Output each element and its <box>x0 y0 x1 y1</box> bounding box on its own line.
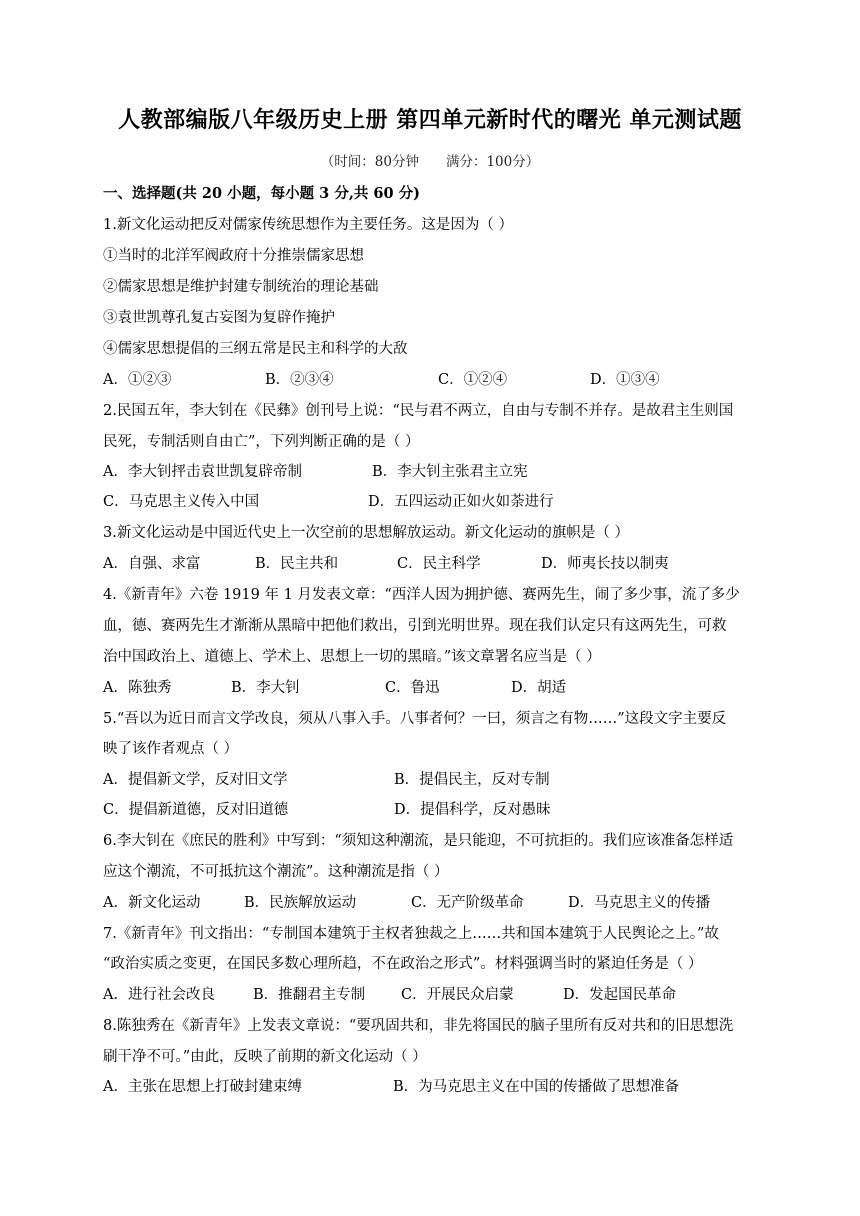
question-6-option-b: B．民族解放运动 <box>244 895 357 911</box>
question-3-option-a: A．自强、求富 <box>103 556 201 572</box>
question-3-stem: 3.新文化运动是中国近代史上一次空前的思想解放运动。新文化运动的旗帜是（ ） <box>103 525 629 541</box>
question-7-option-a: A．进行社会改良 <box>103 987 215 1003</box>
question-5-option-b: B．提倡民主，反对专制 <box>394 772 550 788</box>
question-7-stem-line-1: 7.《新青年》刊文指出：“专制国本建筑于主权者独裁之上……共和国本建筑于人民舆论之上。”故 <box>103 926 719 942</box>
question-1-item-2: ②儒家思想是维护封建专制统治的理论基础 <box>103 279 379 295</box>
question-5-option-d: D．提倡科学，反对愚昧 <box>394 802 551 818</box>
question-4-option-c: C．鲁迅 <box>385 680 440 696</box>
question-1-option-a: A．①②③ <box>103 372 172 388</box>
question-3-option-c: C．民主科学 <box>397 556 481 572</box>
question-4-option-a: A．陈独秀 <box>103 680 172 696</box>
question-1-item-1: ①当时的北洋军阀政府十分推崇儒家思想 <box>103 248 364 264</box>
question-2-option-a: A．李大钊抨击袁世凯复辟帝制 <box>103 464 302 480</box>
question-8-option-b: B．为马克思主义在中国的传播做了思想准备 <box>393 1079 680 1095</box>
question-5-option-c: C．提倡新道德，反对旧道德 <box>103 802 289 818</box>
question-2-stem-line-1: 2.民国五年，李大钊在《民彝》创刊号上说：“民与君不两立，自由与专制不并存。是故君主生则国 <box>103 403 734 419</box>
question-6-option-c: C．无产阶级革命 <box>411 895 524 911</box>
question-5-option-a: A．提倡新文学，反对旧文学 <box>103 772 288 788</box>
question-7-stem-line-2: “政治实质之变更，在国民多数心理所趋，不在政治之形式”。材料强调当时的紧迫任务是（ ） <box>103 956 703 972</box>
section-heading: 一、选择题(共 20 小题，每小题 3 分,共 60 分) <box>103 185 421 202</box>
question-1-option-b: B．②③④ <box>265 372 334 388</box>
question-6-option-a: A．新文化运动 <box>103 895 201 911</box>
question-8-option-a: A．主张在思想上打破封建束缚 <box>103 1079 302 1095</box>
question-5-stem-line-1: 5.“吾以为近日而言文学改良，须从八事入手。八事者何？一曰，须言之有物……”这段文字主要反 <box>103 711 727 727</box>
page-title: 人教部编版八年级历史上册 第四单元新时代的曙光 单元测试题 <box>118 107 742 133</box>
question-8-stem-line-1: 8.陈独秀在《新青年》上发表文章说：“要巩固共和，非先将国民的脑子里所有反对共和的旧思想洗 <box>103 1018 734 1034</box>
question-1-option-d: D．①③④ <box>590 372 660 388</box>
question-1-stem: 1.新文化运动把反对儒家传统思想作为主要任务。这是因为（ ） <box>103 217 513 233</box>
question-7-option-c: C．开展民众启蒙 <box>401 987 514 1003</box>
question-2-option-c: C．马克思主义传入中国 <box>103 494 260 510</box>
question-2-stem-line-2: 民死，专制活则自由亡”，下列判断正确的是（ ） <box>103 434 420 450</box>
question-4-option-d: D．胡适 <box>511 680 567 696</box>
question-8-stem-line-2: 刷干净不可。”由此，反映了前期的新文化运动（ ） <box>103 1049 427 1065</box>
question-3-option-d: D．师夷长技以制夷 <box>541 556 669 572</box>
question-4-option-b: B．李大钊 <box>231 680 300 696</box>
question-3-option-b: B．民主共和 <box>255 556 339 572</box>
question-1-option-c: C．①②④ <box>438 372 508 388</box>
question-2-option-d: D．五四运动正如火如荼进行 <box>368 494 554 510</box>
question-4-stem-line-2: 血，德、赛两先生才渐渐从黑暗中把他们救出，引到光明世界。现在我们认定只有这两先生，可救 <box>103 618 727 634</box>
question-6-option-d: D．马克思主义的传播 <box>568 895 711 911</box>
question-2-option-b: B．李大钊主张君主立宪 <box>372 464 528 480</box>
question-6-stem-line-1: 6.李大钊在《庶民的胜利》中写到：“须知这种潮流，是只能迎，不可抗拒的。我们应该准备怎样适 <box>103 833 734 849</box>
exam-info: （时间：80分钟 满分：100分） <box>320 154 540 170</box>
question-5-stem-line-2: 映了该作者观点（ ） <box>103 741 239 757</box>
question-7-option-b: B．推翻君主专制 <box>253 987 366 1003</box>
question-6-stem-line-2: 应这个潮流，不可抵抗这个潮流”。这种潮流是指（ ） <box>103 864 449 880</box>
question-1-item-3: ③袁世凯尊孔复古妄图为复辟作掩护 <box>103 310 335 326</box>
question-4-stem-line-1: 4.《新青年》六卷 1919 年 1 月发表文章：“西洋人因为拥护德、赛两先生，闹了多少事，流了多少 <box>103 587 740 603</box>
question-4-stem-line-3: 治中国政治上、道德上、学术上、思想上一切的黑暗。”该文章署名应当是（ ） <box>103 649 601 665</box>
question-7-option-d: D．发起国民革命 <box>563 987 677 1003</box>
question-1-item-4: ④儒家思想提倡的三纲五常是民主和科学的大敌 <box>103 341 408 357</box>
